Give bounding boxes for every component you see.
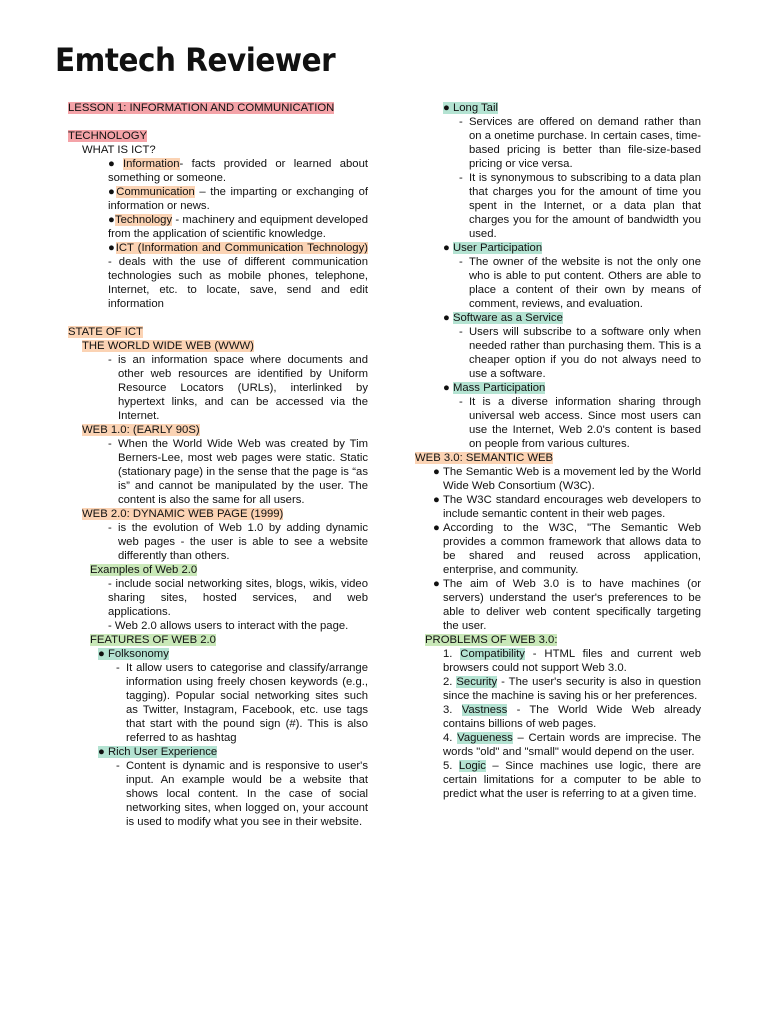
definition-communication <box>68 185 368 213</box>
web3-heading-text: WEB 3.0: SEMANTIC WEB <box>415 452 554 464</box>
web3-bullet-3 <box>415 521 701 577</box>
problem-5-term: Logic <box>458 760 486 772</box>
state-of-ict-heading <box>68 325 368 339</box>
problem-5-text: – Since machines use logic, there are certain limitations for a computer to be able to predict what the user is referring to at a given time. <box>443 760 701 800</box>
problem-1 <box>415 647 701 675</box>
problem-2-text: - The user's security is also in question since the machine is saving his or her preferences. <box>443 676 701 702</box>
user-participation-text-body: - The owner of the website is not the only one who is able to put content. Others are able to place a content of their own by means of comment, reviews, and evaluation. <box>459 255 701 311</box>
web2-heading <box>68 507 368 521</box>
examples-text-1: - include social networking sites, blogs, wikis, video sharing sites, hosted services, and web applications. <box>108 578 368 618</box>
term-information: Information <box>123 158 180 170</box>
lesson-heading-2 <box>68 129 368 143</box>
long-tail-text-1 <box>415 115 701 171</box>
right-column <box>415 101 701 801</box>
problems-heading-text: PROBLEMS OF WEB 3.0: <box>425 634 558 646</box>
web1-heading-text: WEB 1.0: (EARLY 90S) <box>82 424 200 436</box>
rich-label-highlight <box>98 746 217 758</box>
bullet-icon: ● <box>433 522 440 534</box>
bullet-icon: ● <box>108 158 120 170</box>
web2-heading-text: WEB 2.0: DYNAMIC WEB PAGE (1999) <box>82 508 284 520</box>
examples-heading-text: Examples of Web 2.0 <box>90 564 198 576</box>
rich-text <box>68 759 368 829</box>
term-communication: Communication <box>116 186 195 198</box>
web3-bullet-4 <box>415 577 701 633</box>
problem-3-text: - The World Wide Web already contains billions of web pages. <box>443 704 702 730</box>
problem-5-number: 5. <box>443 760 453 772</box>
web1-heading <box>68 423 368 437</box>
mass-label <box>415 381 701 395</box>
bullet-icon: ● <box>98 746 108 758</box>
mass-label-text: Mass Participation <box>452 382 546 394</box>
lesson-heading <box>68 101 368 115</box>
www-text <box>68 353 368 423</box>
folksonomy-label-text: Folksonomy <box>107 648 169 660</box>
www-text-body: - is an information space where documents and other web resources are identified by Uniform Resource Locators (URLs), interlinked by hypertext links, and can be accessed via the Internet. <box>108 353 368 423</box>
definition-technology-text: - machinery and equipment developed from the application of scientific knowledge. <box>108 214 369 240</box>
problem-3-term: Vastness <box>461 704 508 716</box>
mass-text-body: - It is a diverse information sharing through universal web access. Since most users can use the Internet, Web 2.0's content is based on people from various cultures. <box>459 395 701 451</box>
bullet-icon: ● <box>443 312 453 324</box>
lesson-heading-text: LESSON 1: INFORMATION AND COMMUNICATION <box>68 102 335 114</box>
bullet-icon: ● <box>443 242 453 254</box>
bullet-icon: ● <box>433 494 440 506</box>
user-participation-label-text: User Participation <box>452 242 543 254</box>
web3-heading <box>415 451 701 465</box>
web1-text-body: - When the World Wide Web was created by Tim Berners-Lee, most web pages were static. Static (stationary page) in the sense that the page is “as is” and cannot be manipulated by the user. The content is also the same for all users. <box>108 437 368 507</box>
features-heading-text: FEATURES OF WEB 2.0 <box>90 634 216 646</box>
lesson-heading-2-text: TECHNOLOGY <box>68 130 148 142</box>
what-is-ict-heading: WHAT IS ICT? <box>82 144 156 156</box>
www-heading <box>68 339 368 353</box>
saas-label-text: Software as a Service <box>452 312 563 324</box>
bullet-icon: ● <box>433 466 440 478</box>
problem-4-term: Vagueness <box>457 732 513 744</box>
definition-information <box>68 157 368 185</box>
saas-text <box>415 325 701 381</box>
term-technology: Technology <box>114 214 173 226</box>
www-heading-text: THE WORLD WIDE WEB (WWW) <box>82 340 254 352</box>
state-of-ict-text: STATE OF ICT <box>68 326 143 338</box>
long-tail-text-2 <box>415 171 701 241</box>
web2-text <box>68 521 368 563</box>
web3-bullet-4-text: The aim of Web 3.0 is to have machines (or servers) understand the user's preferences to be able to deliver web content specifically targeting the user. <box>443 578 701 632</box>
user-participation-text <box>415 255 701 311</box>
problem-1-text: - HTML files and current web browsers could not support Web 3.0. <box>443 648 701 674</box>
rich-label-text: Rich User Experience <box>107 746 218 758</box>
problem-2-term: Security <box>456 676 498 688</box>
web3-bullet-2 <box>415 493 701 521</box>
problem-4-number: 4. <box>443 732 453 744</box>
definition-communication-text: – the imparting or exchanging of information or news. <box>108 186 368 212</box>
folksonomy-label <box>68 647 368 661</box>
long-tail-text-2-body: - It is synonymous to subscribing to a data plan that charges you for the amount of time you spent in the Internet, or a data plan that charges you for the amount of bandwidth you used. <box>459 171 701 241</box>
long-tail-text-1-body: - Services are offered on demand rather than on a onetime purchase. In certain cases, time-based pricing is better than file-size-based pricing or vice versa. <box>459 115 701 171</box>
saas-label <box>415 311 701 325</box>
definition-ict <box>68 241 368 311</box>
bullet-icon: ● <box>433 578 440 590</box>
problem-4-text: – Certain words are imprecise. The words "old" and "small" would depend on the user. <box>443 732 702 758</box>
term-ict: ICT (Information and Communication Technology) <box>115 242 368 254</box>
problems-heading <box>415 633 701 647</box>
problem-3-number: 3. <box>443 704 453 716</box>
folksonomy-text-body: - It allow users to categorise and classify/arrange information using freely chosen keywords (e.g., tagging). Popular social networking sites such as Twitter, Instagram, Facebook, etc. use tags that start with the pound sign (#). This is also referred to as hashtag <box>116 661 368 745</box>
problem-3 <box>415 703 701 731</box>
problem-1-number: 1. <box>443 648 453 660</box>
rich-text-body: - Content is dynamic and is responsive to user's input. An example would be a website that shows local content. In the case of social networking sites, when logged on, your account is used to modify what you see in their website. <box>116 759 368 829</box>
problem-1-term: Compatibility <box>460 648 525 660</box>
definition-information-text: - facts provided or learned about something or someone. <box>108 158 368 184</box>
long-tail-label-text: Long Tail <box>452 102 498 114</box>
web3-bullet-3-text: According to the W3C, "The Semantic Web provides a common framework that allows data to be shared and reused across application, enterprise, and community. <box>443 522 701 576</box>
bullet-icon: ● <box>108 242 116 254</box>
bullet-icon: ● <box>108 186 117 198</box>
rich-label <box>68 745 368 759</box>
problem-2 <box>415 675 701 703</box>
bullet-icon: ● <box>443 382 453 394</box>
page-title: Emtech Reviewer <box>55 41 336 79</box>
saas-text-body: - Users will subscribe to a software only when needed rather than purchasing them. This is a cheaper option if you do not always need to use a software. <box>459 325 701 381</box>
examples-heading <box>68 563 368 577</box>
problem-4 <box>415 731 701 759</box>
web3-bullet-1 <box>415 465 701 493</box>
mass-text <box>415 395 701 451</box>
long-tail-label <box>415 101 701 115</box>
web1-text <box>68 437 368 507</box>
folksonomy-text <box>68 661 368 745</box>
problem-5 <box>415 759 701 801</box>
left-column <box>68 101 368 829</box>
bullet-icon: ● <box>98 648 108 660</box>
bullet-icon: ● <box>108 214 115 226</box>
features-heading <box>68 633 368 647</box>
web3-bullet-1-text: The Semantic Web is a movement led by the World Wide Web Consortium (W3C). <box>443 466 701 492</box>
web2-text-body: - is the evolution of Web 1.0 by adding dynamic web pages - the user is able to see a website differently than others. <box>108 521 368 563</box>
web3-bullet-2-text: The W3C standard encourages web developers to include semantic content in their web pages. <box>443 494 701 520</box>
bullet-icon: ● <box>443 102 453 114</box>
user-participation-label <box>415 241 701 255</box>
long-tail-label-highlight <box>443 102 498 114</box>
definition-technology <box>68 213 368 241</box>
folksonomy-label-highlight <box>98 648 169 660</box>
definition-ict-text: - deals with the use of different communication technologies such as mobile phones, telephone, Internet, etc. to locate, save, send and edit information <box>108 256 368 310</box>
problem-2-number: 2. <box>443 676 453 688</box>
examples-text-2: - Web 2.0 allows users to interact with the page. <box>108 620 349 632</box>
